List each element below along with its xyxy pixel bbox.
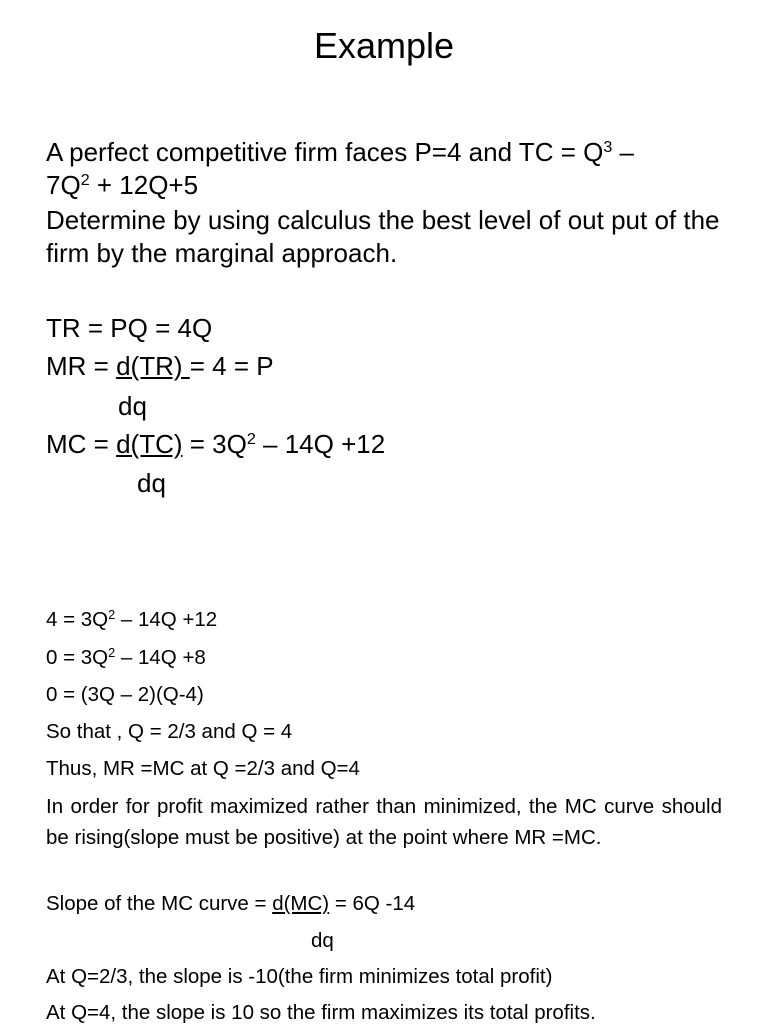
solution-eq-5: Thus, MR =MC at Q =2/3 and Q=4 bbox=[46, 757, 360, 780]
slope-denominator: dq bbox=[311, 929, 334, 952]
mr-denominator: dq bbox=[118, 391, 147, 421]
problem-question: Determine by using calculus the best level of out put of the firm by the marginal approach. bbox=[46, 205, 720, 268]
profit-condition: In order for profit maximized rather than minimized, the MC curve should be rising(slope must be positive) at the point where MR =MC. bbox=[46, 795, 722, 849]
slide-title: Example bbox=[313, 25, 455, 66]
problem-line-1: A perfect competitive firm faces P=4 and TC = $Q^3$ – bbox=[46, 137, 634, 167]
problem-line-2: $7Q^2 + 12Q+5$ bbox=[46, 170, 199, 200]
conclusion-minimum: At Q=2/3, the slope is -10(the firm minimizes total profit) bbox=[46, 965, 553, 988]
mc-denominator: dq bbox=[137, 468, 166, 498]
slope-equation: Slope of the MC curve = d(MC) = 6Q -14 bbox=[46, 892, 416, 915]
mr-equation: MR = d(TR) = 4 = P bbox=[46, 351, 274, 381]
solution-eq-4: So that , Q = 2/3 and Q = 4 bbox=[46, 720, 293, 743]
solution-eq-3: 0 = (3Q – 2)(Q-4) bbox=[46, 683, 204, 706]
tr-equation: TR = PQ = 4Q bbox=[46, 313, 213, 343]
solution-eq-1: $4 = 3Q^2 - 14Q +12$ bbox=[46, 607, 218, 631]
problem-statement bbox=[46, 136, 736, 270]
solution-eq-2: $0 = 3Q^2 - 14Q +8$ bbox=[46, 645, 206, 669]
mc-equation: MC = $d(TC) = 3Q^2 - 14Q +12$ bbox=[46, 429, 386, 459]
conclusion-maximum: At Q=4, the slope is 10 so the firm maximizes its total profits. bbox=[46, 1001, 596, 1024]
